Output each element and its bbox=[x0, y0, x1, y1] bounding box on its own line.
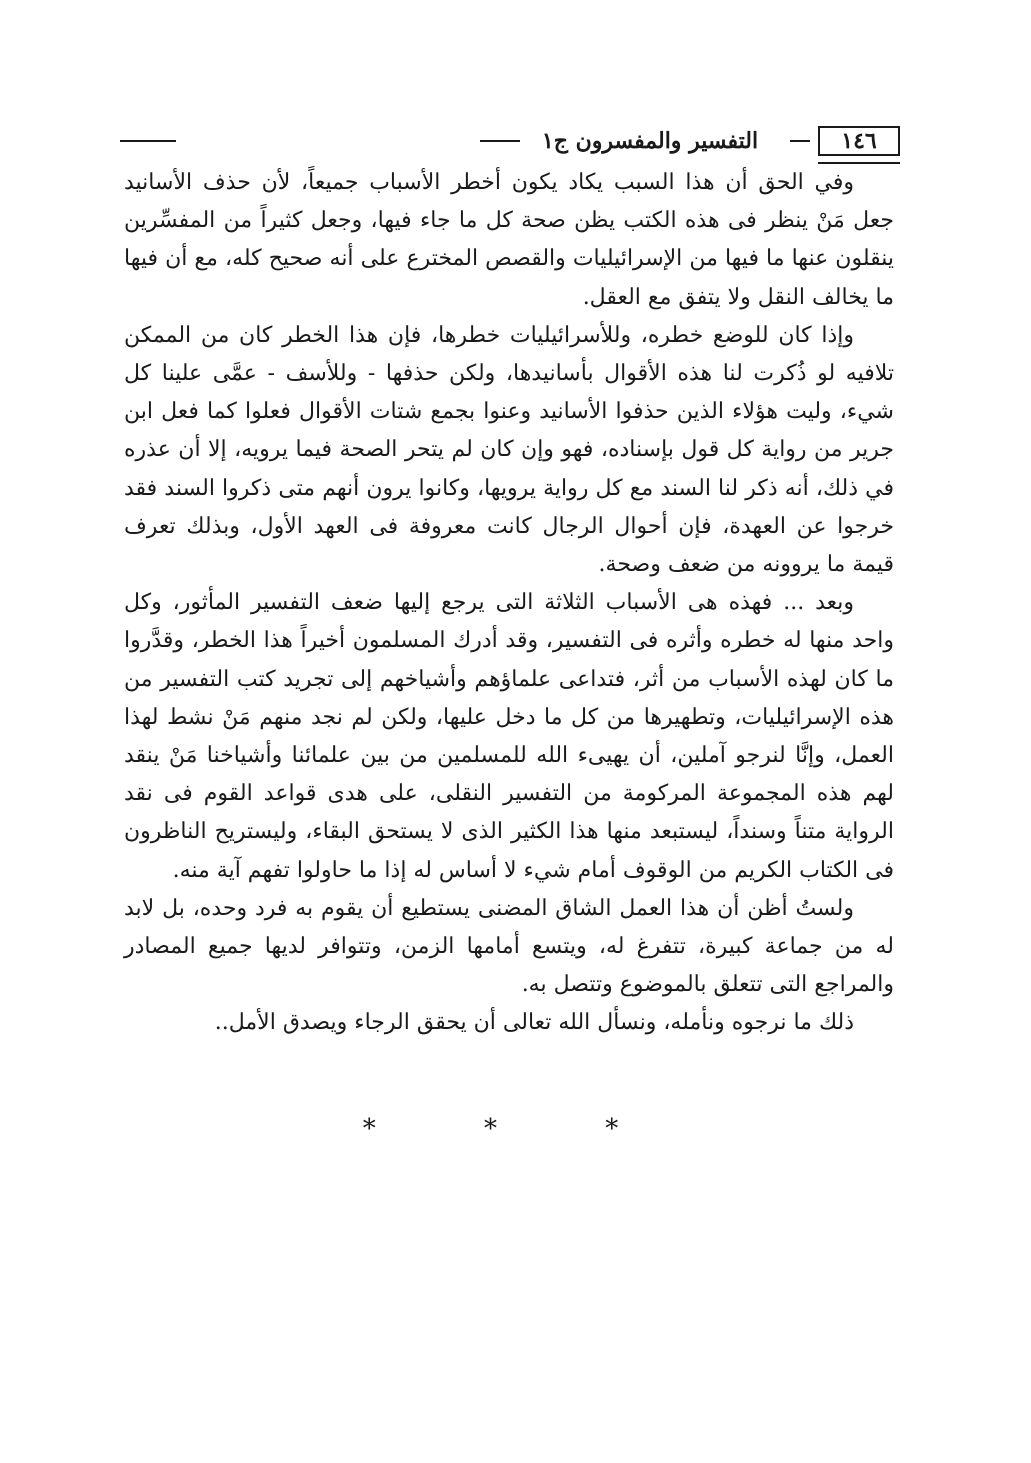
paragraph: وإذا كان للوضع خطره، وللأسرائيليات خطرها، فإن هذا الخطر كان من الممكن تلافيه لو ذُكرت لنا هذه الأقوال بأسانيدها، ولكن حذفها - وللأسف - عمَّى علينا كل شيء، وليت هؤلاء الذين حذفوا الأسانيد وعنوا بجمع شتات الأقوال فعلوا كما فعل ابن جرير من رواية كل قول بإسناده، فهو وإن كان لم يتحر الصحة فيما يرويه، إلا أن عذره في ذلك، أنه ذكر لنا السند مع كل رواية يرويها، وكانوا يرون أنهم متى ذكروا السند فقد خرجوا عن العهدة، فإن أحوال الرجال كانت معروفة فى العهد الأول، وبذلك تعرف قيمة ما يروونه من ضعف وصحة. bbox=[124, 322, 894, 578]
paragraph: ولستُ أظن أن هذا العمل الشاق المضنى يستطيع أن يقوم به فرد وحده، بل لابد له من جماعة كبيرة، تتفرغ له، ويتسع أمامها الزمن، وتتوافر لديها جميع المصادر والمراجع التى تتعلق بالموضوع وتتصل به. bbox=[124, 895, 894, 998]
body-text bbox=[124, 164, 894, 1043]
header-rule-left bbox=[120, 140, 176, 142]
header-rule-mid bbox=[480, 140, 520, 142]
section-separator: * * * bbox=[362, 1114, 669, 1144]
page-header bbox=[120, 122, 900, 162]
paragraph: وبعد ... فهذه هى الأسباب الثلاثة التى يرجع إليها ضعف التفسير المأثور، وكل واحد منها له خطره وأثره فى التفسير، وقد أدرك المسلمون أخيراً هذا الخطر، وقدَّروا ما كان لهذه الأسباب من أثر، فتداعى علماؤهم وأشياخهم إلى تجريد كتب التفسير من هذه الإسرائيليات، وتطهيرها من كل ما دخل عليها، ولكن لم نجد منهم مَنْ نشط لهذا العمل، وإنَّا لنرجو آملين، أن يهيىء الله للمسلمين من بين علمائنا وأشياخنا مَنْ ينقد لهم هذه المجموعة المركومة من التفسير النقلى، على هدى قواعد القوم فى نقد الرواية متناً وسنداً، ليستبعد منها هذا الكثير الذى لا يستحق البقاء، وليستريح الناظرون فى الكتاب الكريم من الوقوف أمام شيء لا أساس له إذا ما حاولوا تفهم آية منه. bbox=[124, 590, 894, 883]
header-rule-right bbox=[790, 140, 810, 142]
paragraph: وفي الحق أن هذا السبب يكاد يكون أخطر الأسباب جميعاً، لأن حذف الأسانيد جعل مَنْ ينظر فى هذه الكتب يظن صحة كل ما جاء فيها، وجعل كثيراً من المفسِّرين ينقلون عنها ما فيها من الإسرائيليات والقصص المخترع على أنه صحيح كله، مع أن فيها ما يخالف النقل ولا يتفق مع العقل. bbox=[124, 170, 894, 310]
paragraph: ذلك ما نرجوه ونأمله، ونسأل الله تعالى أن يحقق الرجاء ويصدق الأمل.. bbox=[214, 1010, 854, 1036]
running-title: التفسير والمفسرون ج١ bbox=[541, 128, 759, 154]
page-number: ١٤٦ bbox=[818, 126, 900, 156]
